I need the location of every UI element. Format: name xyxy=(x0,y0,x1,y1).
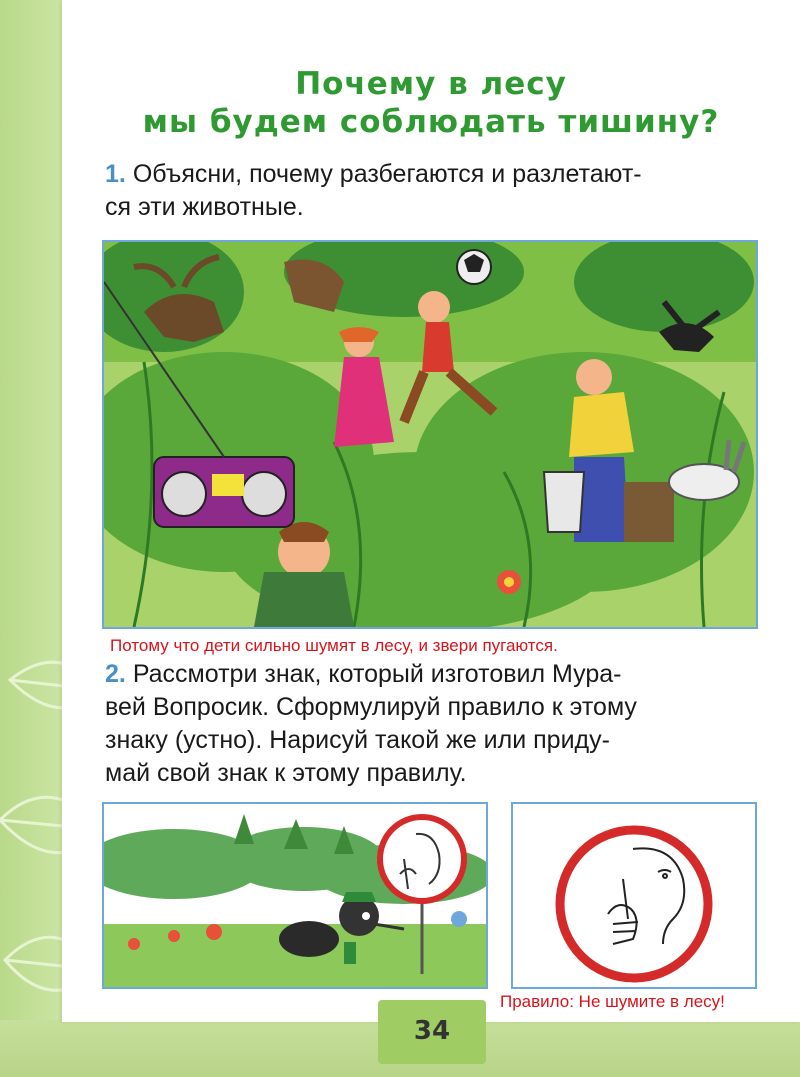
ant-scene-icon xyxy=(104,804,486,987)
task1-number: 1. xyxy=(105,160,126,188)
task2-text: 2. Рассмотри знак, который изготовил Мура- вей Вопросик. Сформулируй правило к этому знаку (устно). Нарисуй такой же или приду- май свой знак к этому правилу. xyxy=(105,660,637,787)
ball-icon xyxy=(457,250,491,284)
bucket-drum-icon xyxy=(544,472,584,532)
forest-noise-illustration xyxy=(102,240,758,629)
silence-sign-icon xyxy=(380,817,464,901)
drawn-sign-panel xyxy=(511,802,757,989)
task2-answer: Правило: Не шумите в лесу! xyxy=(500,992,725,1011)
ant-sign-illustration xyxy=(102,802,488,989)
silence-sign-drawing-icon xyxy=(513,804,755,987)
page-title-line2: мы будем соблюдать тишину? xyxy=(142,104,720,140)
task1-text: 1. Объясни, почему разбегаются и разлетают- ся эти животные. xyxy=(105,160,642,221)
task1-answer: Потому что дети сильно шумят в лесу, и звери пугаются. xyxy=(110,636,558,655)
task2-number: 2. xyxy=(105,660,126,688)
forest-scene-icon xyxy=(104,242,756,627)
page-number: 34 xyxy=(413,1016,451,1046)
page-title-line1: Почему в лесу xyxy=(295,66,567,102)
